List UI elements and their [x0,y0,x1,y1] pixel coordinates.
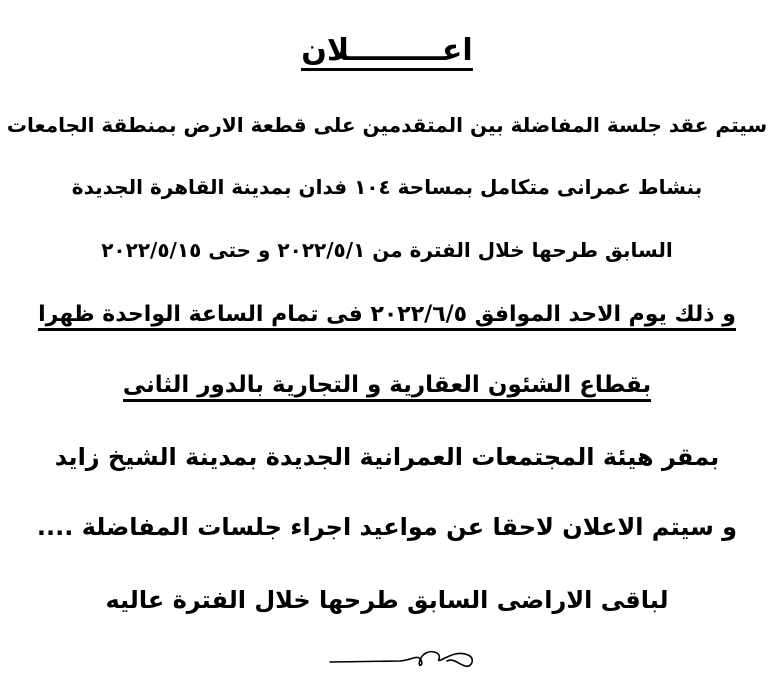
announcement-line-3: السابق طرحها خلال الفترة من ٢٠٢٢/٥/١ و حتى ٢٠٢٢/٥/١٥ [101,238,673,262]
announcement-line-1: سيتم عقد جلسة المفاضلة بين المتقدمين على قطعة الارض بمنطقة الجامعات [6,113,768,137]
announcement-line-4 [0,304,774,331]
announcement-line-2: بنشاط عمرانى متكامل بمساحة ١٠٤ فدان بمدينة القاهرة الجديدة [71,175,703,199]
announcement-line-5 [0,374,774,402]
title-text: اعـــــــــلان [301,36,472,71]
signature-mark [325,640,485,680]
announcement-line-8: لباقى الاراضى السابق طرحها خلال الفترة عاليه [105,586,669,614]
announcement-line-7: و سيتم الاعلان لاحقا عن مواعيد اجراء جلسات المفاضلة .... [36,513,738,541]
announcement-line-6: بمقر هيئة المجتمعات العمرانية الجديدة بمدينة الشيخ زايد [54,443,720,471]
announcement-title [0,33,774,71]
session-date-text: و ذلك يوم الاحد الموافق ٢٠٢٢/٦/٥ فى تمام الساعة الواحدة ظهرا [38,304,736,331]
session-location-text: بقطاع الشئون العقارية و التجارية بالدور الثانى [123,374,651,402]
